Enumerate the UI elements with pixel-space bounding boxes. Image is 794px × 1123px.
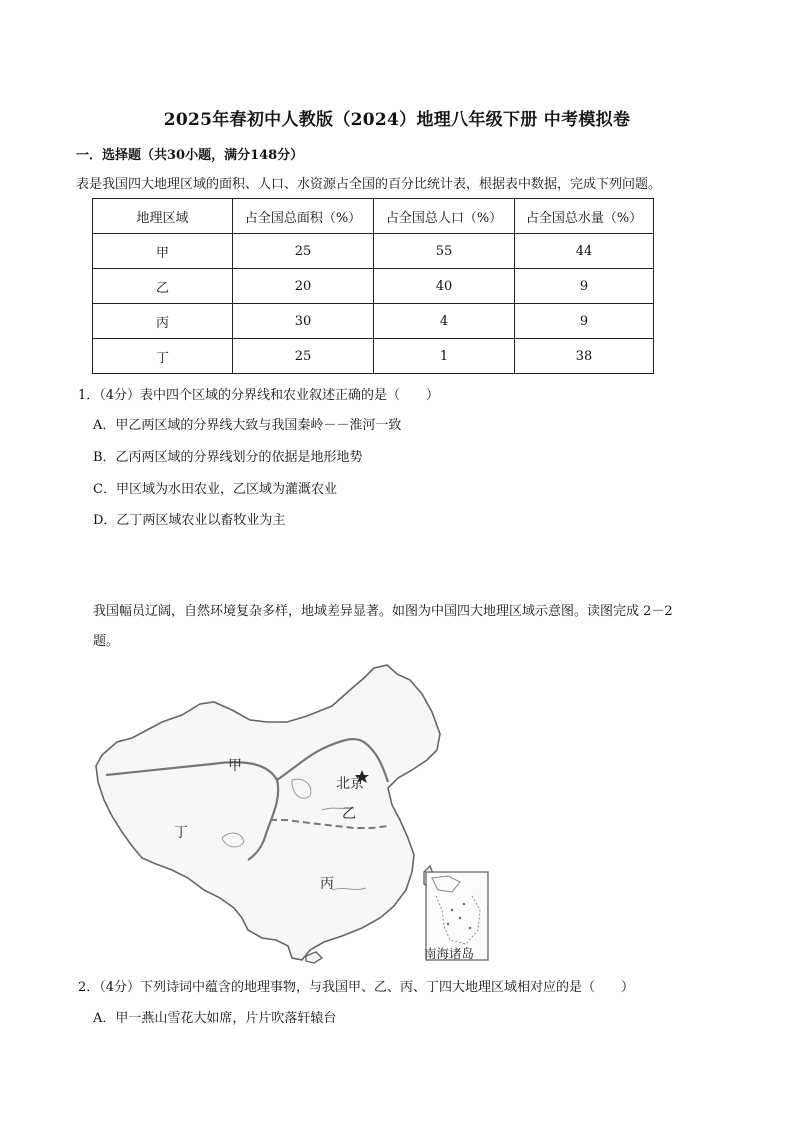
column-header: 地理区域 bbox=[93, 199, 233, 234]
question-1-option-b[interactable]: B．乙丙两区域的分界线划分的依据是地形地势 bbox=[93, 450, 363, 465]
region-label-jia: 甲 bbox=[228, 758, 242, 774]
table-cell: 1 bbox=[374, 339, 515, 374]
table-cell: 25 bbox=[233, 234, 374, 269]
table-cell: 44 bbox=[515, 234, 654, 269]
table-cell: 25 bbox=[233, 339, 374, 374]
table-cell: 丙 bbox=[93, 304, 233, 339]
region-label-ding: 丁 bbox=[174, 825, 188, 841]
hainan-island bbox=[306, 952, 322, 963]
question-1-option-a[interactable]: A．甲乙两区域的分界线大致与我国秦岭－－淮河一致 bbox=[93, 418, 402, 433]
section-heading: 一．选择题（共30小题，满分148分） bbox=[76, 148, 304, 163]
passage-2-line-2: 题。 bbox=[93, 634, 120, 649]
column-header: 占全国总人口（%） bbox=[374, 199, 515, 234]
table-row bbox=[93, 269, 654, 304]
passage-2-line-1: 我国幅员辽阔，自然环境复杂多样，地域差异显著。如图为中国四大地理区域示意图。读图完成 2－2 bbox=[93, 604, 673, 619]
page-title: 2025年春初中人教版（2024）地理八年级下册 中考模拟卷 bbox=[163, 110, 631, 130]
china-outline bbox=[96, 665, 440, 960]
china-regions-map bbox=[92, 660, 492, 965]
column-header: 占全国总水量（%） bbox=[515, 199, 654, 234]
region-stats-table bbox=[92, 198, 654, 374]
table-row bbox=[93, 339, 654, 374]
table-cell: 38 bbox=[515, 339, 654, 374]
table-header-row bbox=[93, 199, 654, 234]
question-1-option-c[interactable]: C．甲区域为水田农业，乙区域为灌溉农业 bbox=[93, 482, 337, 497]
table-cell: 30 bbox=[233, 304, 374, 339]
table-cell: 40 bbox=[374, 269, 515, 304]
question-1-option-d[interactable]: D．乙丁两区域农业以畜牧业为主 bbox=[93, 513, 286, 528]
question-2-stem: 2．（4分）下列诗词中蕴含的地理事物，与我国甲、乙、丙、丁四大地理区域相对应的是（ ） bbox=[78, 980, 635, 995]
region-label-yi: 乙 bbox=[342, 806, 356, 822]
table-cell: 9 bbox=[515, 269, 654, 304]
table-row bbox=[93, 304, 654, 339]
inset-label: 南海诸岛 bbox=[424, 946, 475, 961]
region-label-bing: 丙 bbox=[320, 876, 334, 892]
intro-text: 表是我国四大地理区域的面积、人口、水资源占全国的百分比统计表，根据表中数据，完成下列问题。 bbox=[76, 177, 662, 192]
question-1-stem: 1．（4分）表中四个区域的分界线和农业叙述正确的是（ ） bbox=[78, 388, 440, 403]
table-cell: 丁 bbox=[93, 339, 233, 374]
table-cell: 9 bbox=[515, 304, 654, 339]
table-row bbox=[93, 234, 654, 269]
city-label-beijing: 北京 bbox=[336, 776, 364, 792]
table-cell: 20 bbox=[233, 269, 374, 304]
table-cell: 乙 bbox=[93, 269, 233, 304]
table-cell: 4 bbox=[374, 304, 515, 339]
table-cell: 甲 bbox=[93, 234, 233, 269]
question-2-option-a[interactable]: A．甲一燕山雪花大如席，片片吹落轩辕台 bbox=[93, 1011, 337, 1026]
table-cell: 55 bbox=[374, 234, 515, 269]
column-header: 占全国总面积（%） bbox=[233, 199, 374, 234]
